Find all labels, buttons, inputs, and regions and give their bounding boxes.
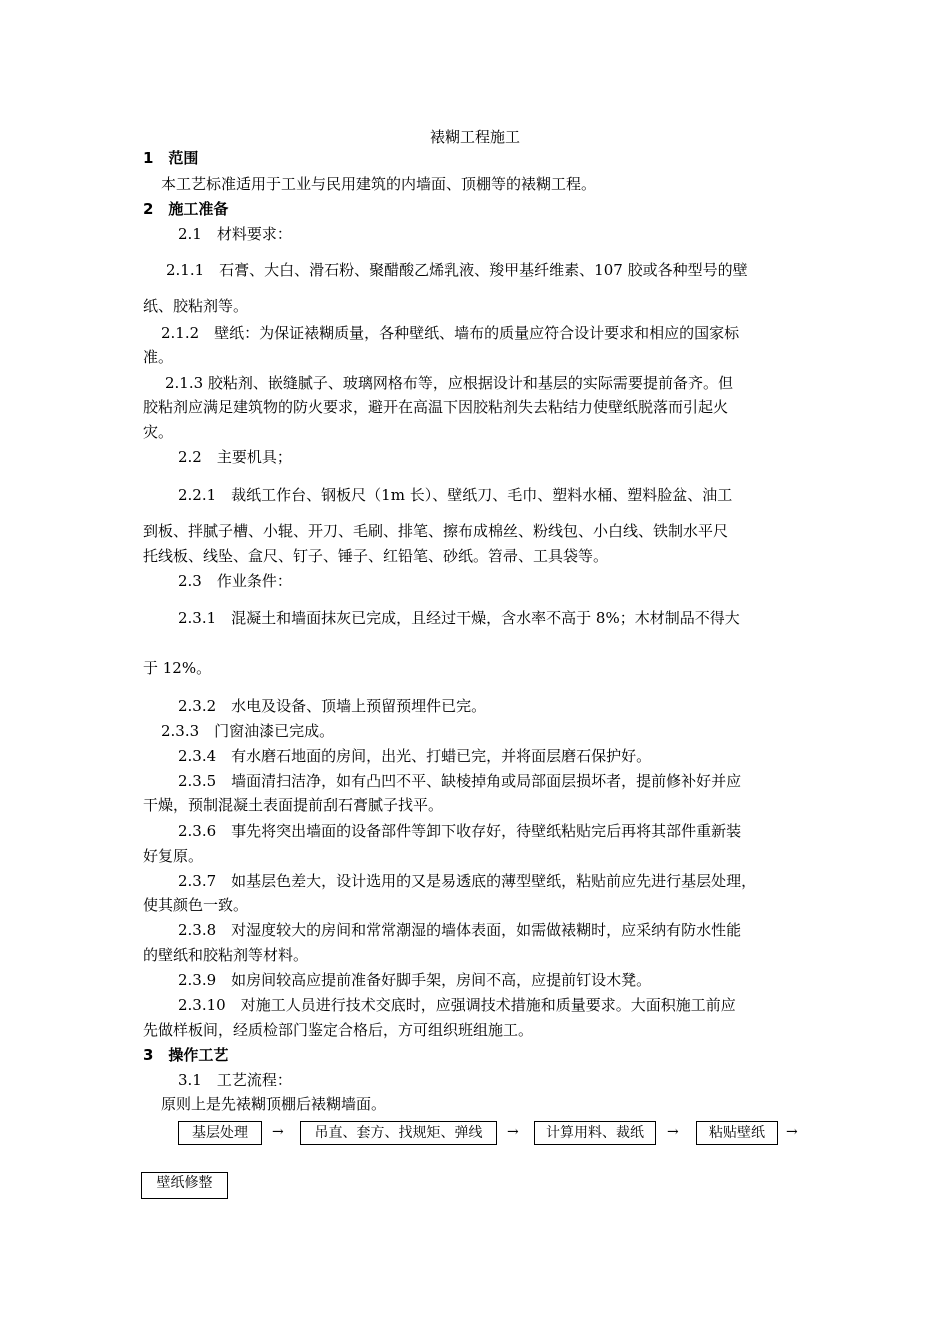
paragraph-line: 使其颜色一致。 <box>143 896 249 914</box>
paragraph-line: 托线板、线坠、盒尺、钉子、锤子、红铅笔、砂纸。笤帚、工具袋等。 <box>143 547 609 565</box>
paragraph-line: 2.3.5 墙面清扫洁净，如有凸凹不平、缺棱掉角或局部面层损坏者，提前修补好并应 <box>178 772 742 790</box>
flow-arrow-icon: → <box>786 1124 798 1140</box>
paragraph-line: 本工艺标准适用于工业与民用建筑的内墙面、顶棚等的裱糊工程。 <box>161 175 597 193</box>
paragraph-line: 2.3.8 对湿度较大的房间和常常潮湿的墙体表面，如需做裱糊时，应采纳有防水性能 <box>178 921 742 939</box>
flow-step-paste-wallpaper: 粘贴壁纸 <box>696 1121 778 1145</box>
paragraph-line: 2.1.3 胶粘剂、嵌缝腻子、玻璃网格布等，应根据设计和基层的实际需要提前备齐。但 <box>165 374 733 392</box>
paragraph-line: 2.3.1 混凝土和墙面抹灰已完成，且经过干燥，含水率不高于 8%；木材制品不得大 <box>178 609 740 627</box>
paragraph-line: 灾。 <box>143 423 174 441</box>
paragraph-line: 2.3.4 有水磨石地面的房间，出光、打蜡已完，并将面层磨石保护好。 <box>178 747 652 765</box>
flow-step-plumb-square-line: 吊直、套方、找规矩、弹线 <box>300 1121 497 1145</box>
paragraph-line: 2.3.9 如房间较高应提前准备好脚手架，房间不高，应提前钉设木凳。 <box>178 971 652 989</box>
paragraph-line: 到板、拌腻子槽、小辊、开刀、毛刷、排笔、擦布成棉丝、粉线包、小白线、铁制水平尺 <box>143 522 729 540</box>
flow-step-calc-cut-paper: 计算用料、裁纸 <box>534 1121 656 1145</box>
paragraph-line: 准。 <box>143 348 174 366</box>
flow-step-wallpaper-trim: 壁纸修整 <box>141 1172 228 1199</box>
paragraph-line: 2.1.2 壁纸：为保证裱糊质量，各种壁纸、墙布的质量应符合设计要求和相应的国家标 <box>161 324 740 342</box>
flow-step-base-treatment: 基层处理 <box>178 1121 262 1145</box>
paragraph-line: 干燥，预制混凝土表面提前刮石膏腻子找平。 <box>143 796 444 814</box>
paragraph-line: 2.1.1 石膏、大白、滑石粉、聚醋酸乙烯乳液、羧甲基纤维素、107 胶或各种型号的壁 <box>166 261 748 279</box>
paragraph-line: 2.2.1 裁纸工作台、钢板尺（1m 长）、壁纸刀、毛巾、塑料水桶、塑料脸盆、油工 <box>178 486 733 504</box>
subsection-heading: 2.2 主要机具； <box>178 448 292 466</box>
section-heading-2: 2 施工准备 <box>143 200 229 218</box>
paragraph-line: 2.3.7 如基层色差大，设计选用的又是易透底的薄型壁纸，粘贴前应先进行基层处理， <box>178 872 757 890</box>
paragraph-line: 纸、胶粘剂等。 <box>143 297 249 315</box>
subsection-heading: 3.1 工艺流程： <box>178 1071 292 1089</box>
document-title: 裱糊工程施工 <box>429 128 520 146</box>
paragraph-line: 先做样板间，经质检部门鉴定合格后，方可组织班组施工。 <box>143 1021 534 1039</box>
subsection-heading: 2.3 作业条件： <box>178 572 292 590</box>
paragraph-line: 胶粘剂应满足建筑物的防火要求，避开在高温下因胶粘剂失去粘结力使壁纸脱落而引起火 <box>143 398 729 416</box>
section-heading-1: 1 范围 <box>143 149 199 167</box>
flow-arrow-icon: → <box>507 1124 519 1140</box>
paragraph-line: 2.3.6 事先将突出墙面的设备部件等卸下收存好，待壁纸粘贴完后再将其部件重新装 <box>178 822 742 840</box>
paragraph-line: 2.3.3 门窗油漆已完成。 <box>161 722 335 740</box>
paragraph-line: 2.3.10 对施工人员进行技术交底时，应强调技术措施和质量要求。大面积施工前应 <box>178 996 736 1014</box>
paragraph-line: 好复原。 <box>143 847 204 865</box>
paragraph-line: 2.3.2 水电及设备、顶墙上预留预埋件已完。 <box>178 697 487 715</box>
paragraph-line: 原则上是先裱糊顶棚后裱糊墙面。 <box>161 1095 387 1113</box>
section-heading-3: 3 操作工艺 <box>143 1046 229 1064</box>
paragraph-line: 的壁纸和胶粘剂等材料。 <box>143 946 309 964</box>
subsection-heading: 2.1 材料要求： <box>178 225 292 243</box>
flow-arrow-icon: → <box>667 1124 679 1140</box>
paragraph-line: 于 12%。 <box>143 659 212 677</box>
flow-arrow-icon: → <box>272 1124 284 1140</box>
